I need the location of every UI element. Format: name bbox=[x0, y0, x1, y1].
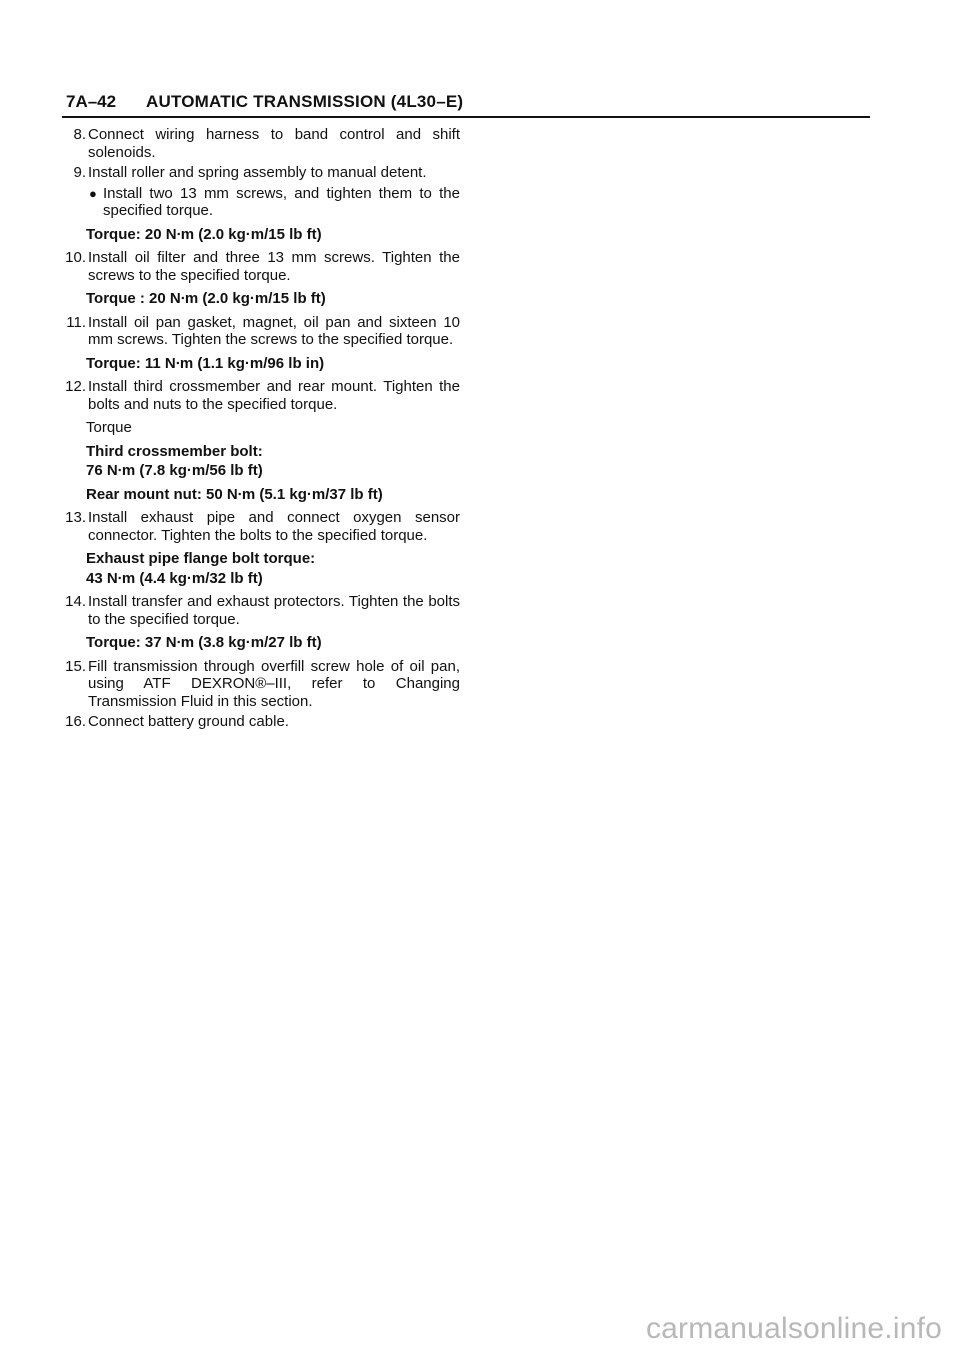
step-13 bbox=[62, 509, 460, 544]
step-12 bbox=[62, 378, 460, 413]
step-number: 12. bbox=[65, 378, 86, 395]
page-header bbox=[62, 90, 870, 118]
step-text: Install third crossmember and rear mount. Tighten the bolts and nuts to the specified torque. bbox=[88, 378, 460, 413]
step-number: 15. bbox=[65, 657, 86, 675]
step-text: Connect wiring harness to band control and shift solenoids. bbox=[88, 126, 460, 161]
step-number: 16. bbox=[65, 713, 86, 730]
step-text: Install roller and spring assembly to manual detent. bbox=[88, 164, 427, 181]
step-text: Install oil filter and three 13 mm screws. Tighten the screws to the specified torque. bbox=[88, 249, 460, 284]
torque-value-crossmember: 76 N∙m (7.8 kg·m/56 lb ft) bbox=[86, 462, 263, 479]
bullet-text: Install two 13 mm screws, and tighten them to the specified torque. bbox=[103, 184, 460, 219]
procedure-content bbox=[62, 126, 460, 734]
step-number: 11. bbox=[66, 313, 86, 331]
step-number: 14. bbox=[65, 593, 86, 610]
step-9 bbox=[62, 164, 460, 182]
torque-heading-12: Torque bbox=[86, 419, 132, 436]
step-text: Install oil pan gasket, magnet, oil pan and sixteen 10 mm screws. Tighten the screws to the specified torque. bbox=[88, 313, 460, 348]
torque-label-crossmember: Third crossmember bolt: bbox=[86, 442, 263, 460]
step-text: Install transfer and exhaust protectors. Tighten the bolts to the specified torque. bbox=[88, 593, 460, 628]
step-number: 9. bbox=[73, 164, 86, 181]
step-16 bbox=[62, 713, 460, 731]
step-15 bbox=[62, 658, 460, 711]
step-9-bullet bbox=[62, 185, 460, 220]
step-number: 8. bbox=[73, 126, 86, 143]
torque-spec-11: Torque: 11 N∙m (1.1 kg·m/96 lb in) bbox=[86, 354, 325, 372]
watermark: carmanualsonline.info bbox=[645, 1312, 942, 1345]
step-8 bbox=[62, 126, 460, 161]
bullet-icon: ● bbox=[89, 185, 97, 201]
torque-spec-10: Torque : 20 N∙m (2.0 kg·m/15 lb ft) bbox=[86, 290, 326, 307]
step-text: Install exhaust pipe and connect oxygen sensor connector. Tighten the bolts to the specified torque. bbox=[88, 509, 460, 544]
page-code: 7A–42 bbox=[66, 92, 117, 111]
step-10 bbox=[62, 249, 460, 284]
torque-spec-rear-mount: Rear mount nut: 50 N∙m (5.1 kg·m/37 lb ft) bbox=[86, 485, 383, 503]
step-number: 13. bbox=[65, 509, 86, 526]
step-text: Connect battery ground cable. bbox=[88, 713, 289, 730]
step-14 bbox=[62, 593, 460, 628]
page-title: AUTOMATIC TRANSMISSION (4L30–E) bbox=[146, 92, 464, 111]
torque-value-exhaust: 43 N∙m (4.4 kg·m/32 lb ft) bbox=[86, 569, 263, 587]
step-number: 10. bbox=[65, 249, 86, 266]
step-11 bbox=[62, 314, 460, 349]
torque-label-exhaust: Exhaust pipe flange bolt torque: bbox=[86, 550, 316, 567]
torque-spec-14: Torque: 37 N∙m (3.8 kg·m/27 lb ft) bbox=[86, 634, 322, 651]
step-text: Fill transmission through overfill screw hole of oil pan, using ATF DEXRON®–III, refer to Changing Transmission Fluid in this section. bbox=[88, 657, 460, 710]
torque-spec-9: Torque: 20 N∙m (2.0 kg·m/15 lb ft) bbox=[86, 225, 322, 243]
